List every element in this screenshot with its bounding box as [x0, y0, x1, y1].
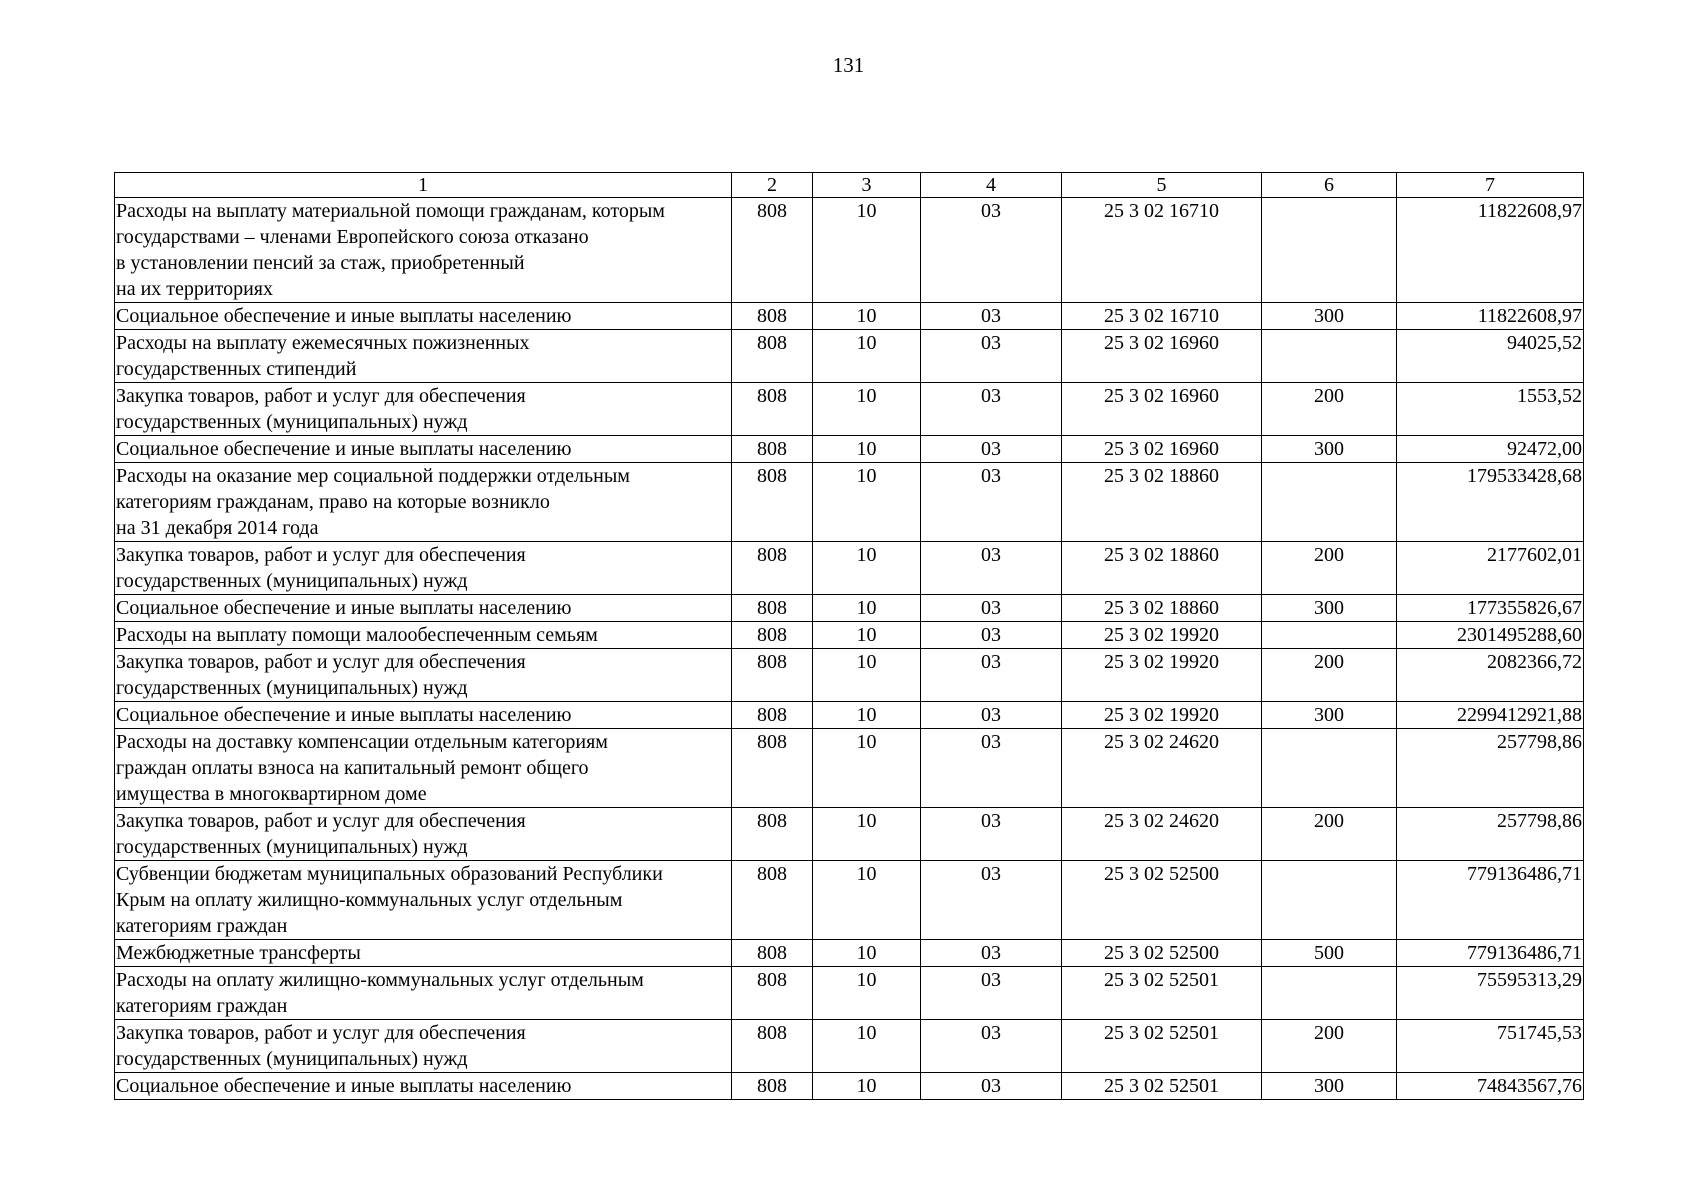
row-subsection-code: 03 — [921, 940, 1062, 967]
row-grbs-code: 808 — [732, 330, 813, 383]
row-expense-type: 300 — [1262, 1073, 1397, 1100]
row-expense-type: 200 — [1262, 542, 1397, 595]
row-description: Расходы на оплату жилищно-коммунальных услуг отдельным категориям граждан — [115, 967, 732, 1020]
row-amount: 11822608,97 — [1397, 198, 1584, 303]
row-description: Субвенции бюджетам муниципальных образований Республики Крым на оплату жилищно-коммунальных услуг отдельным категориям граждан — [115, 861, 732, 940]
row-expense-type — [1262, 729, 1397, 808]
row-subsection-code: 03 — [921, 1020, 1062, 1073]
row-target-article: 25 3 02 16960 — [1062, 436, 1262, 463]
column-header: 7 — [1397, 173, 1584, 198]
table-row — [115, 595, 1584, 622]
row-section-code: 10 — [813, 940, 921, 967]
row-target-article: 25 3 02 18860 — [1062, 463, 1262, 542]
row-target-article: 25 3 02 52501 — [1062, 967, 1262, 1020]
row-target-article: 25 3 02 24620 — [1062, 808, 1262, 861]
row-subsection-code: 03 — [921, 967, 1062, 1020]
row-section-code: 10 — [813, 967, 921, 1020]
budget-table — [114, 172, 1584, 1100]
row-description: Закупка товаров, работ и услуг для обеспечения государственных (муниципальных) нужд — [115, 383, 732, 436]
row-amount: 11822608,97 — [1397, 303, 1584, 330]
row-grbs-code: 808 — [732, 542, 813, 595]
row-subsection-code: 03 — [921, 808, 1062, 861]
table-row — [115, 542, 1584, 595]
row-expense-type: 200 — [1262, 383, 1397, 436]
row-subsection-code: 03 — [921, 303, 1062, 330]
row-subsection-code: 03 — [921, 702, 1062, 729]
page-number: 131 — [832, 53, 865, 77]
column-header: 5 — [1062, 173, 1262, 198]
table-row — [115, 383, 1584, 436]
row-expense-type — [1262, 463, 1397, 542]
table-row — [115, 303, 1584, 330]
column-header: 6 — [1262, 173, 1397, 198]
row-section-code: 10 — [813, 1073, 921, 1100]
row-amount: 2177602,01 — [1397, 542, 1584, 595]
row-expense-type — [1262, 330, 1397, 383]
row-amount: 74843567,76 — [1397, 1073, 1584, 1100]
table-row — [115, 622, 1584, 649]
row-grbs-code: 808 — [732, 383, 813, 436]
row-description: Социальное обеспечение и иные выплаты населению — [115, 303, 732, 330]
row-amount: 94025,52 — [1397, 330, 1584, 383]
row-target-article: 25 3 02 52501 — [1062, 1073, 1262, 1100]
row-target-article: 25 3 02 16960 — [1062, 330, 1262, 383]
row-section-code: 10 — [813, 861, 921, 940]
row-section-code: 10 — [813, 595, 921, 622]
row-target-article: 25 3 02 52500 — [1062, 861, 1262, 940]
row-target-article: 25 3 02 24620 — [1062, 729, 1262, 808]
row-target-article: 25 3 02 16710 — [1062, 198, 1262, 303]
row-expense-type — [1262, 622, 1397, 649]
row-description: Социальное обеспечение и иные выплаты населению — [115, 702, 732, 729]
column-header: 4 — [921, 173, 1062, 198]
row-subsection-code: 03 — [921, 542, 1062, 595]
row-expense-type — [1262, 967, 1397, 1020]
row-section-code: 10 — [813, 649, 921, 702]
table-row — [115, 967, 1584, 1020]
row-grbs-code: 808 — [732, 967, 813, 1020]
row-description: Социальное обеспечение и иные выплаты населению — [115, 1073, 732, 1100]
table-row — [115, 1020, 1584, 1073]
row-section-code: 10 — [813, 1020, 921, 1073]
table-row — [115, 330, 1584, 383]
table-row — [115, 940, 1584, 967]
row-grbs-code: 808 — [732, 198, 813, 303]
row-grbs-code: 808 — [732, 649, 813, 702]
row-grbs-code: 808 — [732, 622, 813, 649]
row-expense-type — [1262, 861, 1397, 940]
row-expense-type: 200 — [1262, 649, 1397, 702]
row-target-article: 25 3 02 18860 — [1062, 595, 1262, 622]
table-row — [115, 198, 1584, 303]
row-target-article: 25 3 02 19920 — [1062, 649, 1262, 702]
row-expense-type: 300 — [1262, 595, 1397, 622]
row-description: Закупка товаров, работ и услуг для обеспечения государственных (муниципальных) нужд — [115, 1020, 732, 1073]
row-amount: 779136486,71 — [1397, 861, 1584, 940]
table-row — [115, 649, 1584, 702]
row-description: Социальное обеспечение и иные выплаты населению — [115, 595, 732, 622]
table-row — [115, 436, 1584, 463]
table-row — [115, 808, 1584, 861]
row-subsection-code: 03 — [921, 649, 1062, 702]
row-expense-type: 300 — [1262, 702, 1397, 729]
row-subsection-code: 03 — [921, 729, 1062, 808]
row-description: Расходы на оказание мер социальной поддержки отдельным категориям гражданам, право на которые возникло на 31 декабря 2014 года — [115, 463, 732, 542]
row-amount: 92472,00 — [1397, 436, 1584, 463]
row-subsection-code: 03 — [921, 1073, 1062, 1100]
row-section-code: 10 — [813, 542, 921, 595]
row-expense-type: 200 — [1262, 808, 1397, 861]
column-header: 2 — [732, 173, 813, 198]
row-section-code: 10 — [813, 622, 921, 649]
row-target-article: 25 3 02 16710 — [1062, 303, 1262, 330]
row-subsection-code: 03 — [921, 463, 1062, 542]
row-amount: 75595313,29 — [1397, 967, 1584, 1020]
table-row — [115, 861, 1584, 940]
column-header: 3 — [813, 173, 921, 198]
row-grbs-code: 808 — [732, 463, 813, 542]
table-row — [115, 463, 1584, 542]
column-header: 1 — [115, 173, 732, 198]
row-section-code: 10 — [813, 330, 921, 383]
row-grbs-code: 808 — [732, 1020, 813, 1073]
row-subsection-code: 03 — [921, 436, 1062, 463]
table-row — [115, 729, 1584, 808]
row-target-article: 25 3 02 18860 — [1062, 542, 1262, 595]
row-amount: 2301495288,60 — [1397, 622, 1584, 649]
row-section-code: 10 — [813, 198, 921, 303]
row-expense-type: 200 — [1262, 1020, 1397, 1073]
row-subsection-code: 03 — [921, 861, 1062, 940]
row-amount: 2299412921,88 — [1397, 702, 1584, 729]
row-description: Закупка товаров, работ и услуг для обеспечения государственных (муниципальных) нужд — [115, 542, 732, 595]
row-target-article: 25 3 02 19920 — [1062, 702, 1262, 729]
row-grbs-code: 808 — [732, 702, 813, 729]
row-amount: 257798,86 — [1397, 808, 1584, 861]
row-section-code: 10 — [813, 808, 921, 861]
row-grbs-code: 808 — [732, 729, 813, 808]
row-amount: 2082366,72 — [1397, 649, 1584, 702]
header-row — [115, 173, 1584, 198]
row-amount: 177355826,67 — [1397, 595, 1584, 622]
row-description: Расходы на выплату материальной помощи гражданам, которым государствами – членами Европейского союза отказано в установлении пенсий за стаж, приобретенный на их территориях — [115, 198, 732, 303]
row-expense-type — [1262, 198, 1397, 303]
table-row — [115, 702, 1584, 729]
row-description: Межбюджетные трансферты — [115, 940, 732, 967]
row-section-code: 10 — [813, 729, 921, 808]
row-grbs-code: 808 — [732, 940, 813, 967]
row-target-article: 25 3 02 19920 — [1062, 622, 1262, 649]
row-amount: 257798,86 — [1397, 729, 1584, 808]
row-amount: 179533428,68 — [1397, 463, 1584, 542]
row-expense-type: 300 — [1262, 436, 1397, 463]
row-section-code: 10 — [813, 303, 921, 330]
row-description: Социальное обеспечение и иные выплаты населению — [115, 436, 732, 463]
row-amount: 751745,53 — [1397, 1020, 1584, 1073]
row-description: Закупка товаров, работ и услуг для обеспечения государственных (муниципальных) нужд — [115, 808, 732, 861]
row-description: Расходы на выплату помощи малообеспеченным семьям — [115, 622, 732, 649]
row-section-code: 10 — [813, 383, 921, 436]
row-subsection-code: 03 — [921, 595, 1062, 622]
row-grbs-code: 808 — [732, 861, 813, 940]
row-grbs-code: 808 — [732, 595, 813, 622]
row-amount: 1553,52 — [1397, 383, 1584, 436]
row-subsection-code: 03 — [921, 622, 1062, 649]
row-description: Расходы на доставку компенсации отдельным категориям граждан оплаты взноса на капитальный ремонт общего имущества в многоквартирном доме — [115, 729, 732, 808]
table-row — [115, 1073, 1584, 1100]
row-expense-type: 300 — [1262, 303, 1397, 330]
row-amount: 779136486,71 — [1397, 940, 1584, 967]
row-subsection-code: 03 — [921, 198, 1062, 303]
row-subsection-code: 03 — [921, 383, 1062, 436]
row-expense-type: 500 — [1262, 940, 1397, 967]
row-section-code: 10 — [813, 463, 921, 542]
row-target-article: 25 3 02 52501 — [1062, 1020, 1262, 1073]
row-grbs-code: 808 — [732, 808, 813, 861]
row-subsection-code: 03 — [921, 330, 1062, 383]
row-section-code: 10 — [813, 436, 921, 463]
row-grbs-code: 808 — [732, 436, 813, 463]
row-target-article: 25 3 02 16960 — [1062, 383, 1262, 436]
row-target-article: 25 3 02 52500 — [1062, 940, 1262, 967]
row-grbs-code: 808 — [732, 1073, 813, 1100]
row-description: Расходы на выплату ежемесячных пожизненных государственных стипендий — [115, 330, 732, 383]
row-description: Закупка товаров, работ и услуг для обеспечения государственных (муниципальных) нужд — [115, 649, 732, 702]
row-grbs-code: 808 — [732, 303, 813, 330]
row-section-code: 10 — [813, 702, 921, 729]
